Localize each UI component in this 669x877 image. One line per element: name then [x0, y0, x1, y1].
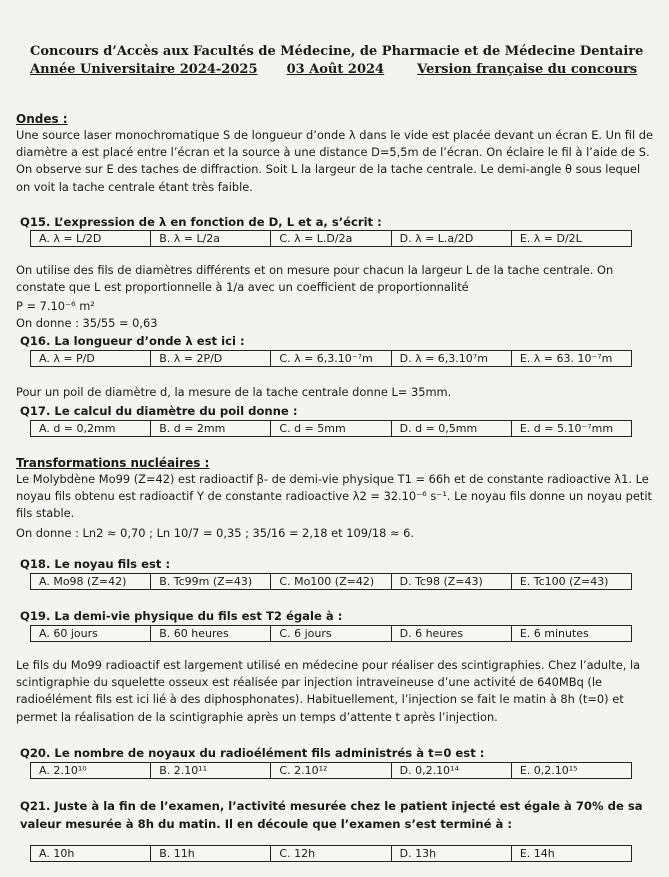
q19-option-a[interactable]: A. 60 jours — [31, 626, 151, 641]
section-heading-ondes: Ondes : — [16, 112, 68, 126]
exam-version: Version française du concours — [417, 62, 638, 77]
q15-option-a[interactable]: A. λ = L/2D — [31, 231, 151, 246]
q16-options — [30, 350, 632, 367]
q20-option-b[interactable]: B. 2.10¹¹ — [151, 763, 271, 778]
q16-option-a[interactable]: A. λ = P/D — [31, 351, 151, 366]
question-q18: Q18. Le noyau fils est : — [20, 557, 171, 571]
q15-option-d[interactable]: D. λ = L.a/2D — [392, 231, 512, 246]
q17-options — [30, 420, 632, 437]
q19-options — [30, 625, 632, 642]
q20-option-d[interactable]: D. 0,2.10¹⁴ — [392, 763, 512, 778]
q17-option-a[interactable]: A. d = 0,2mm — [31, 421, 151, 436]
q15-option-c[interactable]: C. λ = L.D/2a — [271, 231, 391, 246]
question-q17: Q17. Le calcul du diamètre du poil donne : — [20, 404, 298, 418]
q17-option-c[interactable]: C. d = 5mm — [271, 421, 391, 436]
proportionality-coefficient: P = 7.10⁻⁶ m² — [16, 299, 95, 313]
exam-title: Concours d’Accès aux Facultés de Médecine, de Pharmacie et de Médecine Dentaire — [30, 44, 644, 59]
q18-option-c[interactable]: C. Mo100 (Z=42) — [271, 574, 391, 589]
q21-option-a[interactable]: A. 10h — [31, 846, 151, 861]
q18-option-b[interactable]: B. Tc99m (Z=43) — [151, 574, 271, 589]
q15-option-e[interactable]: E. λ = D/2L — [519, 232, 582, 245]
q16-option-d[interactable]: D. λ = 6,3.10⁷m — [392, 351, 512, 366]
nucleaire-paragraph-2: Le fils du Mo99 radioactif est largement utilisé en médecine pour réaliser des scintigraphies. Chez l’adulte, la scintigraphie du squelette osseux est réalisée par injection intraveineuse d’une activité de 640MBq (le radioélément fils est ici lié à des diphosphonates). Habituellement, l’injection se fait le matin à 8h (t=0) et permet la réalisation de la scintigraphie après un temps d’attente t après l’injection. — [16, 658, 641, 724]
exam-date: 03 Août 2024 — [286, 62, 385, 77]
question-q19: Q19. La demi-vie physique du fils est T2 égale à : — [20, 609, 343, 623]
q21-option-c[interactable]: C. 12h — [271, 846, 391, 861]
q17-option-e[interactable]: E. d = 5.10⁻⁷mm — [519, 422, 614, 435]
section-heading-nucleaire: Transformations nucléaires : — [16, 456, 210, 470]
q16-option-e[interactable]: E. λ = 63. 10⁻⁷m — [519, 352, 613, 365]
q17-option-b[interactable]: B. d = 2mm — [151, 421, 271, 436]
q15-options — [30, 230, 632, 247]
nucleaire-given-values: On donne : Ln2 ≈ 0,70 ; Ln 10/7 = 0,35 ; 35/16 = 2,18 et 109/18 ≈ 6. — [16, 526, 414, 540]
q19-option-c[interactable]: C. 6 jours — [271, 626, 391, 641]
q20-options — [30, 762, 632, 779]
question-q20: Q20. Le nombre de noyaux du radioélément fils administrés à t=0 est : — [20, 746, 485, 760]
q15-option-b[interactable]: B. λ = L/2a — [151, 231, 271, 246]
question-q16: Q16. La longueur d’onde λ est ici : — [20, 334, 245, 348]
q19-option-d[interactable]: D. 6 heures — [392, 626, 512, 641]
q18-option-d[interactable]: D. Tc98 (Z=43) — [392, 574, 512, 589]
exam-subheader — [30, 62, 637, 77]
q21-option-d[interactable]: D. 13h — [392, 846, 512, 861]
q18-option-e[interactable]: E. Tc100 (Z=43) — [519, 575, 609, 588]
academic-year: Année Universitaire 2024-2025 — [30, 62, 258, 77]
q17-option-d[interactable]: D. d = 0,5mm — [392, 421, 512, 436]
q20-option-e[interactable]: E. 0,2.10¹⁵ — [519, 764, 578, 777]
q19-option-e[interactable]: E. 6 minutes — [519, 627, 589, 640]
ondes-intro: Une source laser monochromatique S de longueur d’onde λ dans le vide est placée devant un écran E. Un fil de diamètre a est placé entre l’écran et la source à une distance D=5,5m de l’écran. On éclaire le fil à l’aide de S. On observe sur E des taches de diffraction. Soit L la largeur de la tache centrale. Le demi-angle θ sous lequel on voit la tache centrale étant très faible. — [16, 128, 654, 194]
q20-option-a[interactable]: A. 2.10¹⁰ — [31, 763, 151, 778]
ondes-given-values: On donne : 35/55 = 0,63 — [16, 316, 158, 330]
q16-option-c[interactable]: C. λ = 6,3.10⁻⁷m — [271, 351, 391, 366]
nucleaire-intro: Le Molybdène Mo99 (Z=42) est radioactif β- de demi-vie physique T1 = 66h et de constante radioactive λ1. Le noyau fils obtenu est radioactif Y de constante radioactive λ2 = 32.10⁻⁶ s⁻¹. Le noyau fils donne un noyau petit fils stable. — [16, 472, 652, 521]
q16-option-b[interactable]: B. λ = 2P/D — [151, 351, 271, 366]
q21-option-e[interactable]: E. 14h — [519, 847, 555, 860]
q21-options — [30, 845, 632, 862]
q18-options — [30, 573, 632, 590]
question-q21: Q21. Juste à la fin de l’examen, l’activité mesurée chez le patient injecté est égale à 70% de sa valeur mesurée à 8h du matin. Il en découle que l’examen s’est terminé à : — [20, 799, 643, 831]
ondes-paragraph-2: On utilise des fils de diamètres différents et on mesure pour chacun la largeur L de la tache centrale. On constate que L est proportionnelle à 1/a avec un coefficient de proportionnalité — [16, 263, 614, 295]
question-q15: Q15. L’expression de λ en fonction de D, L et a, s’écrit : — [20, 215, 382, 229]
q20-option-c[interactable]: C. 2.10¹² — [271, 763, 391, 778]
ondes-paragraph-3: Pour un poil de diamètre d, la mesure de la tache centrale donne L= 35mm. — [16, 385, 452, 399]
q21-option-b[interactable]: B. 11h — [151, 846, 271, 861]
q19-option-b[interactable]: B. 60 heures — [151, 626, 271, 641]
q18-option-a[interactable]: A. Mo98 (Z=42) — [31, 574, 151, 589]
